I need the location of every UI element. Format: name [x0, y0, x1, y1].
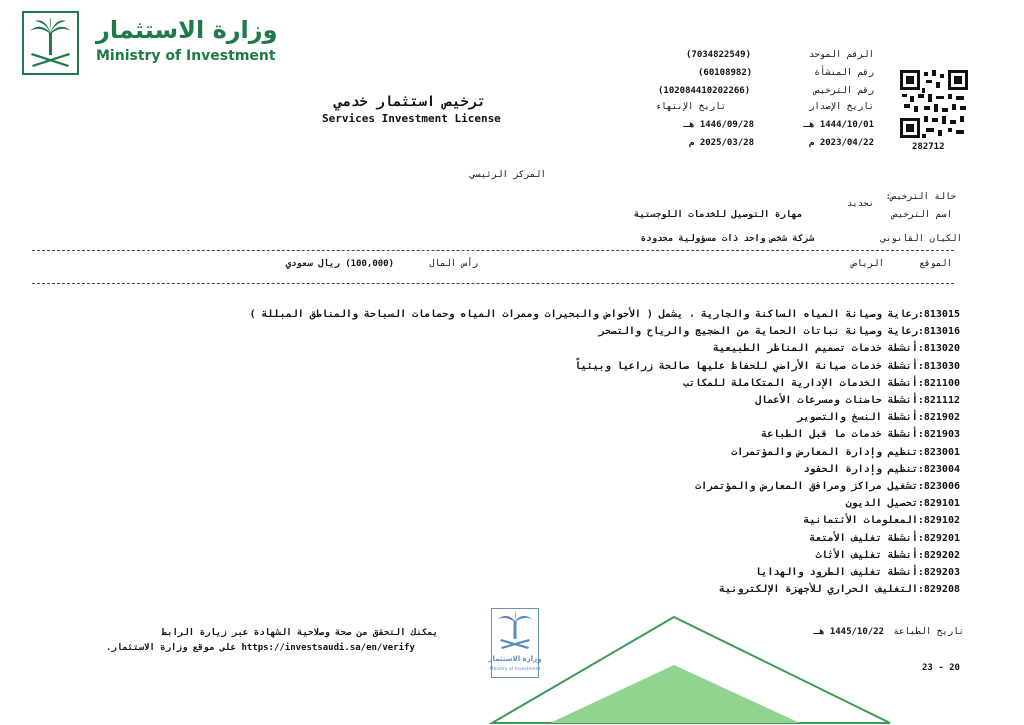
activity-separator: :	[917, 532, 924, 544]
print-date-label: تاريخ الطباعة	[893, 627, 964, 637]
verify-line-2	[106, 643, 415, 653]
capital-value: (100,000) ريال سعودي	[285, 259, 394, 269]
location-label: الموقع	[919, 259, 952, 269]
expiry-date-label: تاريخ الإنتهاء	[655, 102, 726, 112]
activity-item	[200, 512, 960, 529]
activity-code: 829101	[923, 498, 960, 510]
verify-link[interactable]: https://investsaudi.sa/en/verify	[241, 643, 415, 653]
seal-text-english: Ministry of Investment	[489, 667, 541, 672]
activity-text: رعاية وصيانة المياه الساكنة والجارية ، يشمل ( الأحواض والبحيرات وممرات المياه وحمامات السباحة والمناطق المبللة )	[249, 309, 918, 320]
expiry-date-hijri: 1446/09/28 هـ	[683, 120, 754, 130]
activity-separator: :	[917, 446, 924, 458]
activity-separator: :	[917, 429, 924, 441]
verify-instructions: يمكنك التحقق من صحة وصلاحية الشهادة عبر زيارة الرابط	[161, 628, 438, 638]
activity-separator: :	[917, 395, 924, 407]
activity-code: 829203	[923, 567, 960, 579]
activity-text: تنظيم وإدارة المعارض والمؤتمرات	[731, 446, 918, 458]
license-number-label: رقم الترخيص	[814, 86, 874, 96]
activity-item	[200, 478, 960, 495]
unified-number-label: الرقم الموحد	[808, 50, 874, 60]
activity-text: أنشطة تغليف الطرود والهدايا	[755, 567, 918, 579]
license-status-label: حالة الترخيص:	[885, 192, 956, 202]
unified-number-value: (7034822549)	[686, 50, 752, 60]
activity-separator: :	[917, 377, 924, 389]
activity-item	[200, 375, 960, 392]
activity-text: أنشطة الخدمات الإدارية المتكاملة للمكاتب	[683, 377, 918, 389]
activity-separator: :	[917, 343, 924, 355]
activity-item	[200, 461, 960, 478]
activity-item	[200, 306, 960, 323]
activity-code: 823004	[923, 463, 960, 475]
page-number: 23 - 20	[922, 663, 960, 673]
license-status-value: تجديد	[846, 199, 874, 209]
activity-separator: :	[917, 326, 924, 338]
qr-number: 282712	[912, 142, 945, 152]
activity-code: 821112	[923, 395, 960, 407]
facility-number-value: (60108982)	[698, 68, 753, 78]
qr-code-icon	[900, 70, 968, 138]
ministry-name-english: Ministry of Investment	[96, 48, 276, 64]
headquarters-label: المركز الرئيسي	[470, 170, 546, 180]
seal-emblem-icon	[488, 609, 542, 677]
print-date-value: 1445/10/22 هـ	[813, 627, 884, 637]
activity-text: التغليف الحراري للأجهزة الإلكترونية	[719, 584, 918, 596]
activity-code: 821100	[923, 377, 960, 389]
activity-code: 813030	[923, 360, 960, 372]
activity-item	[200, 530, 960, 547]
license-title-arabic: ترخيص استثمار خدمي	[334, 94, 486, 110]
issue-date-label: تاريخ الإصدار	[808, 102, 874, 112]
activity-text: المعلومات الأئتمانية	[803, 515, 918, 527]
activity-item	[200, 340, 960, 357]
activity-code: 821902	[923, 412, 960, 424]
activity-code: 823001	[923, 446, 960, 458]
activity-item	[200, 358, 960, 375]
issue-date-gregorian: 2023/04/22 م	[808, 138, 874, 148]
license-number-value: (102084410202266)	[658, 86, 751, 96]
activity-text: أنشطة خدمات تصميم المناظر الطبيعية	[713, 343, 918, 355]
activity-text: تشغيل مراكز ومرافق المعارض والمؤتمرات	[695, 481, 918, 493]
activity-text: تنظيم وإدارة الحفود	[803, 463, 918, 475]
activity-text: أنشطة حاضنات ومسرعات الأعمال	[755, 395, 918, 407]
activity-separator: :	[917, 498, 924, 510]
activity-separator: :	[917, 309, 924, 320]
divider-top	[32, 250, 954, 251]
activity-code: 829102	[923, 515, 960, 527]
facility-number-label: رقم المنشأة	[814, 68, 874, 78]
activity-code: 823006	[923, 481, 960, 493]
capital-label: رأس المال	[429, 259, 478, 269]
verify-suffix: على موقع وزارة الاستثمار.	[106, 643, 237, 653]
activities-list	[200, 306, 960, 598]
location-value: الرياض	[851, 259, 884, 269]
activity-code: 813015	[923, 309, 960, 320]
activity-text: أنشطة خدمات صيانة الأراضي للحفاظ عليها صالحة زراعيا وبيئياً	[574, 360, 918, 372]
legal-entity-label: الكيان القانوني	[880, 234, 962, 244]
activity-separator: :	[917, 481, 924, 493]
divider-bottom	[32, 283, 954, 284]
expiry-date-gregorian: 2025/03/28 م	[688, 138, 754, 148]
activity-code: 829201	[923, 532, 960, 544]
seal-text-arabic: وزارة الاستثمار	[488, 655, 542, 663]
ministry-name-arabic: وزارة الاستثمار	[96, 16, 278, 44]
activity-item	[200, 392, 960, 409]
activity-separator: :	[917, 515, 924, 527]
activity-text: تحصيل الديون	[845, 498, 918, 510]
activity-text: أنشطة خدمات ما قبل الطباعة	[761, 429, 918, 441]
palm-swords-icon	[24, 13, 77, 73]
activity-text: أنشطة تغليف الأمتعة	[809, 532, 918, 544]
activity-item	[200, 444, 960, 461]
activity-item	[200, 547, 960, 564]
license-name-label: اسم الترخيص	[892, 210, 952, 220]
activity-separator: :	[917, 584, 924, 596]
activity-item	[200, 426, 960, 443]
activity-item	[200, 409, 960, 426]
activity-code: 821903	[923, 429, 960, 441]
activity-item	[200, 581, 960, 598]
activity-item	[200, 323, 960, 340]
activity-item	[200, 495, 960, 512]
activity-separator: :	[917, 360, 924, 372]
activity-separator: :	[917, 463, 924, 475]
activity-code: 829202	[923, 549, 960, 561]
activity-text: أنشطة تغليف الأثاث	[815, 549, 918, 561]
activity-code: 829208	[923, 584, 960, 596]
activity-code: 813020	[923, 343, 960, 355]
license-name-value: مهارة التوصيل للخدمات اللوجستية	[634, 210, 802, 220]
activity-text: رعاية وصيانة نباتات الحماية من الضجيج والرياح والتصحر	[598, 326, 918, 338]
activity-separator: :	[917, 412, 924, 424]
activity-code: 813016	[923, 326, 960, 338]
verification-qr-code	[900, 70, 968, 138]
activity-text: أنشطة النسخ والتصوير	[797, 412, 918, 424]
ministry-emblem	[22, 11, 79, 75]
activity-item	[200, 564, 960, 581]
legal-entity-value: شركة شخص واحد ذات مسؤولية محدودة	[640, 234, 814, 244]
ministry-seal	[488, 608, 542, 678]
license-title-english: Services Investment License	[322, 112, 501, 125]
activity-separator: :	[917, 549, 924, 561]
issue-date-hijri: 1444/10/01 هـ	[803, 120, 874, 130]
activity-separator: :	[917, 567, 924, 579]
decorative-triangle	[490, 615, 950, 725]
